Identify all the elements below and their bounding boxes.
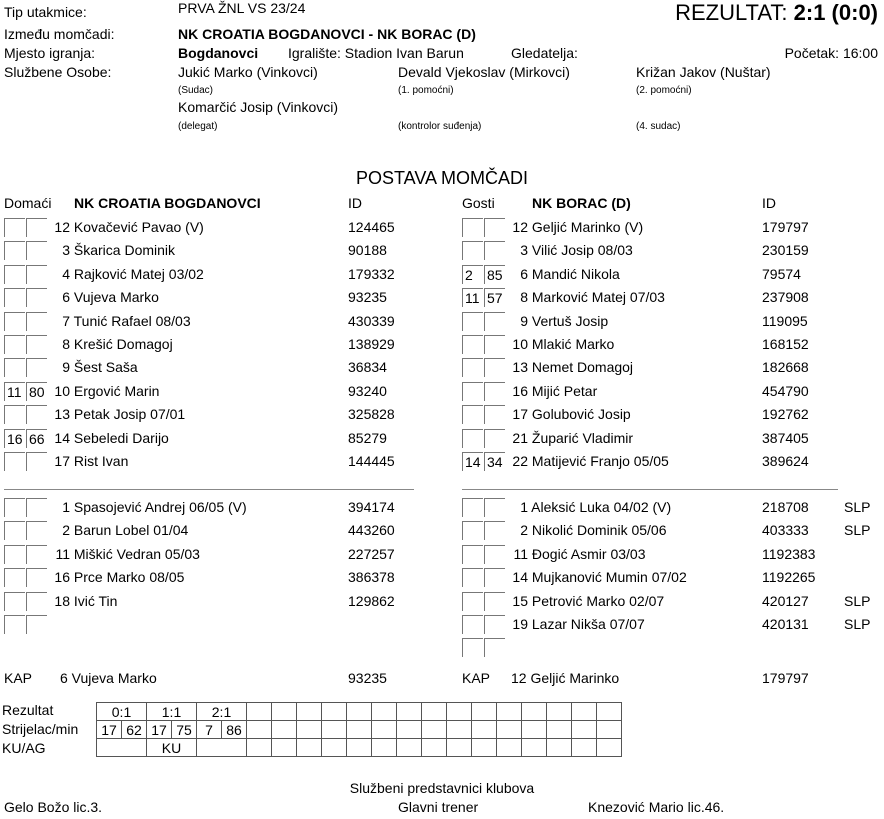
empty-cell: [372, 703, 397, 721]
player-id: 237908: [762, 289, 809, 306]
player-id: 394174: [348, 499, 395, 515]
player-name: 12 Kovačević Pavao (V): [54, 219, 204, 235]
sub-minute-box: [484, 382, 505, 401]
home-kap-label: KAP: [4, 670, 33, 686]
player-name: 6 Vujeva Marko: [62, 289, 159, 306]
sub-minute-box: [484, 265, 505, 284]
sub-minute-box: [4, 615, 25, 634]
sub-minute-box: [484, 429, 505, 448]
sub-minute-box: [462, 241, 483, 260]
sub-minute-box: [462, 358, 483, 377]
home-team-name: NK CROATIA BOGDANOVCI: [74, 195, 261, 211]
result-cell: 1:1: [147, 703, 197, 721]
empty-cell: [522, 703, 547, 721]
empty-cell: [297, 721, 322, 739]
match-type-label: Tip utakmice:: [4, 4, 87, 20]
player-note: SLP: [844, 616, 871, 632]
empty-cell: [422, 739, 447, 757]
scorer-cell: 75: [172, 721, 197, 739]
home-kap-id: 93235: [348, 670, 387, 686]
sub-minute-box: [26, 312, 47, 331]
scorer-cell: 7: [197, 721, 222, 739]
away-team-name: NK BORAC (D): [532, 195, 631, 211]
sub-minute-box: [462, 265, 483, 284]
sub-minute-box: [4, 568, 25, 587]
empty-cell: [472, 703, 497, 721]
player-id: 403333: [762, 522, 809, 539]
sub-minute-box: [4, 241, 25, 260]
box-value: 14: [465, 454, 481, 470]
player-name: 7 Tunić Rafael 08/03: [62, 312, 191, 329]
sub-minute-box: [484, 452, 505, 471]
sub-minute-box: [4, 335, 25, 354]
score-row-label: Strijelac/min: [2, 721, 79, 737]
player-id: 1192383: [762, 545, 816, 562]
empty-cell: [597, 703, 622, 721]
player-id: 179797: [762, 219, 809, 235]
sub-minute-box: [484, 521, 505, 540]
sub-minute-box: [484, 638, 505, 657]
sub-minute-box: [462, 312, 483, 331]
sub-minute-box: [26, 288, 47, 307]
sub-minute-box: [4, 288, 25, 307]
sub-minute-box: [462, 429, 483, 448]
empty-cell: [297, 703, 322, 721]
empty-cell: [597, 739, 622, 757]
result-label: REZULTAT:: [675, 0, 788, 25]
lineup-title: POSTAVA MOMČADI: [355, 168, 529, 188]
empty-cell: [397, 703, 422, 721]
sub-minute-box: [4, 218, 25, 237]
empty-cell: [497, 703, 522, 721]
box-value: 2: [465, 266, 473, 283]
player-id: 129862: [348, 592, 395, 609]
player-id: 93235: [348, 289, 387, 306]
player-id: 85279: [348, 429, 387, 446]
box-value: 66: [29, 430, 45, 447]
player-name: 19 Lazar Nikša 07/07: [512, 616, 645, 632]
sub-minute-box: [26, 592, 47, 611]
empty-cell: [447, 721, 472, 739]
player-name: 17 Golubović Josip: [512, 406, 631, 423]
player-note: SLP: [844, 592, 871, 609]
score-row-label: Rezultat: [2, 702, 54, 718]
sub-minute-box: [26, 429, 47, 448]
player-name: 14 Mujkanović Mumin 07/02: [512, 569, 687, 586]
empty-cell: [247, 739, 272, 757]
sub-minute-box: [484, 288, 505, 307]
player-id: 443260: [348, 522, 395, 539]
empty-cell: [522, 739, 547, 757]
empty-cell: [247, 703, 272, 721]
box-value: 80: [29, 383, 45, 400]
official-name: Jukić Marko (Vinkovci): [178, 64, 318, 80]
start-time: Početak: 16:00: [784, 45, 878, 61]
empty-cell: [422, 721, 447, 739]
official-name: Komarčić Josip (Vinkovci): [178, 99, 339, 115]
sub-minute-box: [484, 358, 505, 377]
sub-minute-box: [462, 335, 483, 354]
sub-minute-box: [4, 521, 25, 540]
player-id: 182668: [762, 359, 809, 376]
sub-minute-box: [26, 241, 47, 260]
sub-minute-box: [4, 358, 25, 377]
away-kap-player: 12 Geljić Marinko: [511, 670, 620, 686]
player-id: 389624: [762, 453, 809, 469]
empty-cell: [547, 721, 572, 739]
away-kap-label: KAP: [462, 670, 491, 686]
player-name: 1 Aleksić Luka 04/02 (V): [520, 499, 672, 515]
sub-minute-box: [26, 545, 47, 564]
player-name: 6 Mandić Nikola: [520, 265, 620, 282]
place-label: Mjesto igranja:: [4, 45, 96, 61]
empty-cell: [297, 739, 322, 757]
empty-cell: [347, 703, 372, 721]
official-role: (4. sudac): [636, 121, 681, 132]
empty-cell: [447, 703, 472, 721]
ku-cell: [197, 739, 247, 757]
scorer-cell: 86: [222, 721, 247, 739]
player-name: 11 Miškić Vedran 05/03: [55, 545, 200, 562]
home-label: Domaći: [4, 195, 52, 211]
player-name: 21 Župarić Vladimir: [512, 429, 634, 446]
player-name: 8 Marković Matej 07/03: [520, 289, 665, 306]
empty-cell: [322, 703, 347, 721]
player-id: 218708: [762, 499, 809, 515]
sub-minute-box: [484, 312, 505, 331]
sub-minute-box: [462, 568, 483, 587]
empty-cell: [372, 739, 397, 757]
player-id: 79574: [762, 265, 801, 282]
empty-cell: [597, 721, 622, 739]
sub-minute-box: [462, 638, 483, 657]
away-representative: Knezović Mario lic.46.: [588, 799, 725, 815]
sub-minute-box: [4, 265, 25, 284]
result-header: [675, 0, 878, 26]
sub-minute-box: [462, 405, 483, 424]
empty-cell: [547, 703, 572, 721]
sub-minute-box: [462, 382, 483, 401]
official-role: (Sudac): [178, 85, 214, 96]
box-value: 16: [7, 430, 23, 447]
coach-label: Glavni trener: [398, 799, 479, 815]
player-name: 2 Barun Lobel 01/04: [62, 522, 189, 539]
result-cell: 0:1: [97, 703, 147, 721]
empty-cell: [272, 703, 297, 721]
sub-minute-box: [462, 218, 483, 237]
player-id: 227257: [348, 545, 395, 562]
sub-minute-box: [462, 521, 483, 540]
official-role: (kontrolor suđenja): [398, 121, 482, 132]
scorer-cell: 17: [147, 721, 172, 739]
empty-cell: [497, 739, 522, 757]
player-id: 192762: [762, 406, 809, 423]
teams-label: Između momčadi:: [4, 26, 115, 42]
result-row: [97, 703, 622, 721]
player-name: 15 Petrović Marko 02/07: [512, 592, 665, 609]
empty-cell: [347, 739, 372, 757]
official-role: (1. pomoćni): [398, 85, 454, 96]
away-label: Gosti: [462, 195, 495, 211]
empty-cell: [272, 721, 297, 739]
score-table: [96, 702, 622, 757]
player-name: 14 Sebeledi Darijo: [54, 429, 169, 446]
player-name: 3 Vilić Josip 08/03: [520, 242, 633, 259]
player-id: 325828: [348, 406, 395, 423]
sub-minute-box: [4, 429, 25, 448]
result-cell: 2:1: [197, 703, 247, 721]
ku-row: [97, 739, 622, 757]
sub-minute-box: [462, 615, 483, 634]
home-representative: Gelo Božo lic.3.: [4, 799, 103, 815]
ku-cell: KU: [147, 739, 197, 757]
official-role: (2. pomoćni): [636, 85, 692, 96]
sub-minute-box: [26, 335, 47, 354]
home-kap-player: 6 Vujeva Marko: [60, 670, 157, 686]
sub-minute-box: [462, 452, 483, 471]
scorer-cell: 62: [122, 721, 147, 739]
sub-minute-box: [26, 382, 47, 401]
empty-cell: [347, 721, 372, 739]
officials-label: Službene Osobe:: [4, 64, 112, 80]
empty-cell: [272, 739, 297, 757]
player-id: 36834: [348, 359, 387, 376]
sub-minute-box: [26, 405, 47, 424]
away-id-header: ID: [762, 195, 776, 211]
spectators: Gledatelja:: [511, 45, 578, 61]
official-name: Križan Jakov (Nuštar): [636, 64, 771, 80]
sub-minute-box: [484, 545, 505, 564]
away-kap-id: 179797: [762, 670, 809, 686]
sub-minute-box: [26, 568, 47, 587]
empty-cell: [497, 721, 522, 739]
sub-minute-box: [26, 452, 47, 471]
sub-minute-box: [4, 452, 25, 471]
player-name: 13 Petak Josip 07/01: [54, 406, 186, 423]
sub-minute-box: [26, 218, 47, 237]
player-note: SLP: [844, 499, 871, 515]
empty-cell: [372, 721, 397, 739]
sub-minute-box: [4, 382, 25, 401]
sub-minute-box: [484, 498, 505, 517]
empty-cell: [322, 721, 347, 739]
sub-minute-box: [462, 545, 483, 564]
ku-cell: [97, 739, 147, 757]
box-value: 11: [7, 383, 22, 400]
player-id: 386378: [348, 569, 395, 586]
player-id: 144445: [348, 453, 395, 469]
player-id: 1192265: [762, 569, 816, 586]
sub-minute-box: [26, 358, 47, 377]
empty-cell: [422, 703, 447, 721]
player-name: 4 Rajković Matej 03/02: [62, 265, 204, 282]
empty-cell: [572, 739, 597, 757]
stadium: Igralište: Stadion Ivan Barun: [288, 45, 464, 61]
sub-minute-box: [26, 265, 47, 284]
official-role: (delegat): [178, 121, 218, 132]
sub-minute-box: [462, 592, 483, 611]
player-name: 13 Nemet Domagoj: [512, 359, 634, 376]
sub-minute-box: [462, 288, 483, 307]
player-id: 124465: [348, 219, 395, 235]
player-id: 179332: [348, 265, 395, 282]
empty-cell: [572, 703, 597, 721]
player-name: 16 Mijić Petar: [512, 382, 598, 399]
sub-minute-box: [484, 405, 505, 424]
official-name: Devald Vjekoslav (Mirkovci): [398, 64, 570, 80]
sub-minute-box: [484, 568, 505, 587]
match-type-value: PRVA ŽNL VS 23/24: [178, 0, 306, 16]
box-value: 11: [465, 290, 480, 307]
empty-cell: [397, 721, 422, 739]
empty-cell: [522, 721, 547, 739]
player-id: 138929: [348, 336, 395, 352]
away-divider: [462, 489, 838, 490]
sub-minute-box: [4, 405, 25, 424]
footer-title: Službeni predstavnici klubova: [349, 780, 535, 796]
sub-minute-box: [484, 592, 505, 611]
player-name: 11 Đogić Asmir 03/03: [513, 545, 646, 562]
player-id: 454790: [762, 382, 809, 399]
player-name: 16 Prce Marko 08/05: [54, 569, 185, 586]
sub-minute-box: [26, 521, 47, 540]
player-name: 10 Mlakić Marko: [512, 336, 615, 352]
player-name: 2 Nikolić Dominik 05/06: [520, 522, 667, 539]
score-row-label: KU/AG: [2, 740, 46, 756]
empty-cell: [572, 721, 597, 739]
empty-cell: [322, 739, 347, 757]
player-name: 3 Škarica Dominik: [62, 242, 176, 259]
player-name: 9 Vertuš Josip: [520, 312, 609, 329]
empty-cell: [547, 739, 572, 757]
player-id: 430339: [348, 312, 395, 329]
sub-minute-box: [4, 312, 25, 331]
sub-minute-box: [484, 218, 505, 237]
sub-minute-box: [462, 498, 483, 517]
sub-minute-box: [484, 615, 505, 634]
teams-value: NK CROATIA BOGDANOVCI - NK BORAC (D): [178, 26, 476, 42]
home-divider: [4, 489, 414, 490]
player-name: 8 Krešić Domagoj: [62, 336, 173, 352]
sub-minute-box: [484, 241, 505, 260]
player-id: 420131: [762, 616, 809, 632]
player-id: 420127: [762, 592, 809, 609]
home-id-header: ID: [348, 195, 362, 211]
player-id: 90188: [348, 242, 387, 259]
sub-minute-box: [4, 498, 25, 517]
box-value: 85: [487, 266, 503, 283]
sub-minute-box: [26, 498, 47, 517]
place-value: Bogdanovci: [178, 45, 259, 61]
sub-minute-box: [4, 545, 25, 564]
player-name: 10 Ergović Marin: [54, 382, 160, 399]
player-name: 12 Geljić Marinko (V): [512, 219, 644, 235]
empty-cell: [472, 739, 497, 757]
scorer-cell: 17: [97, 721, 122, 739]
player-note: SLP: [844, 522, 871, 539]
scorer-row: [97, 721, 622, 739]
player-id: 387405: [762, 429, 809, 446]
sub-minute-box: [4, 592, 25, 611]
empty-cell: [447, 739, 472, 757]
player-name: 9 Šest Saša: [62, 359, 138, 376]
empty-cell: [397, 739, 422, 757]
box-value: 34: [487, 454, 503, 470]
player-name: 17 Rist Ivan: [54, 453, 129, 469]
player-name: 1 Spasojević Andrej 06/05 (V): [62, 499, 247, 515]
player-id: 93240: [348, 382, 387, 399]
player-id: 119095: [762, 312, 808, 329]
sub-minute-box: [26, 615, 47, 634]
player-id: 168152: [762, 336, 809, 352]
player-name: 18 Ivić Tin: [54, 592, 118, 609]
box-value: 57: [487, 290, 503, 307]
player-id: 230159: [762, 242, 809, 259]
sub-minute-box: [484, 335, 505, 354]
empty-cell: [472, 721, 497, 739]
player-name: 22 Matijević Franjo 05/05: [512, 453, 669, 469]
result-value: 2:1 (0:0): [793, 0, 878, 25]
empty-cell: [247, 721, 272, 739]
